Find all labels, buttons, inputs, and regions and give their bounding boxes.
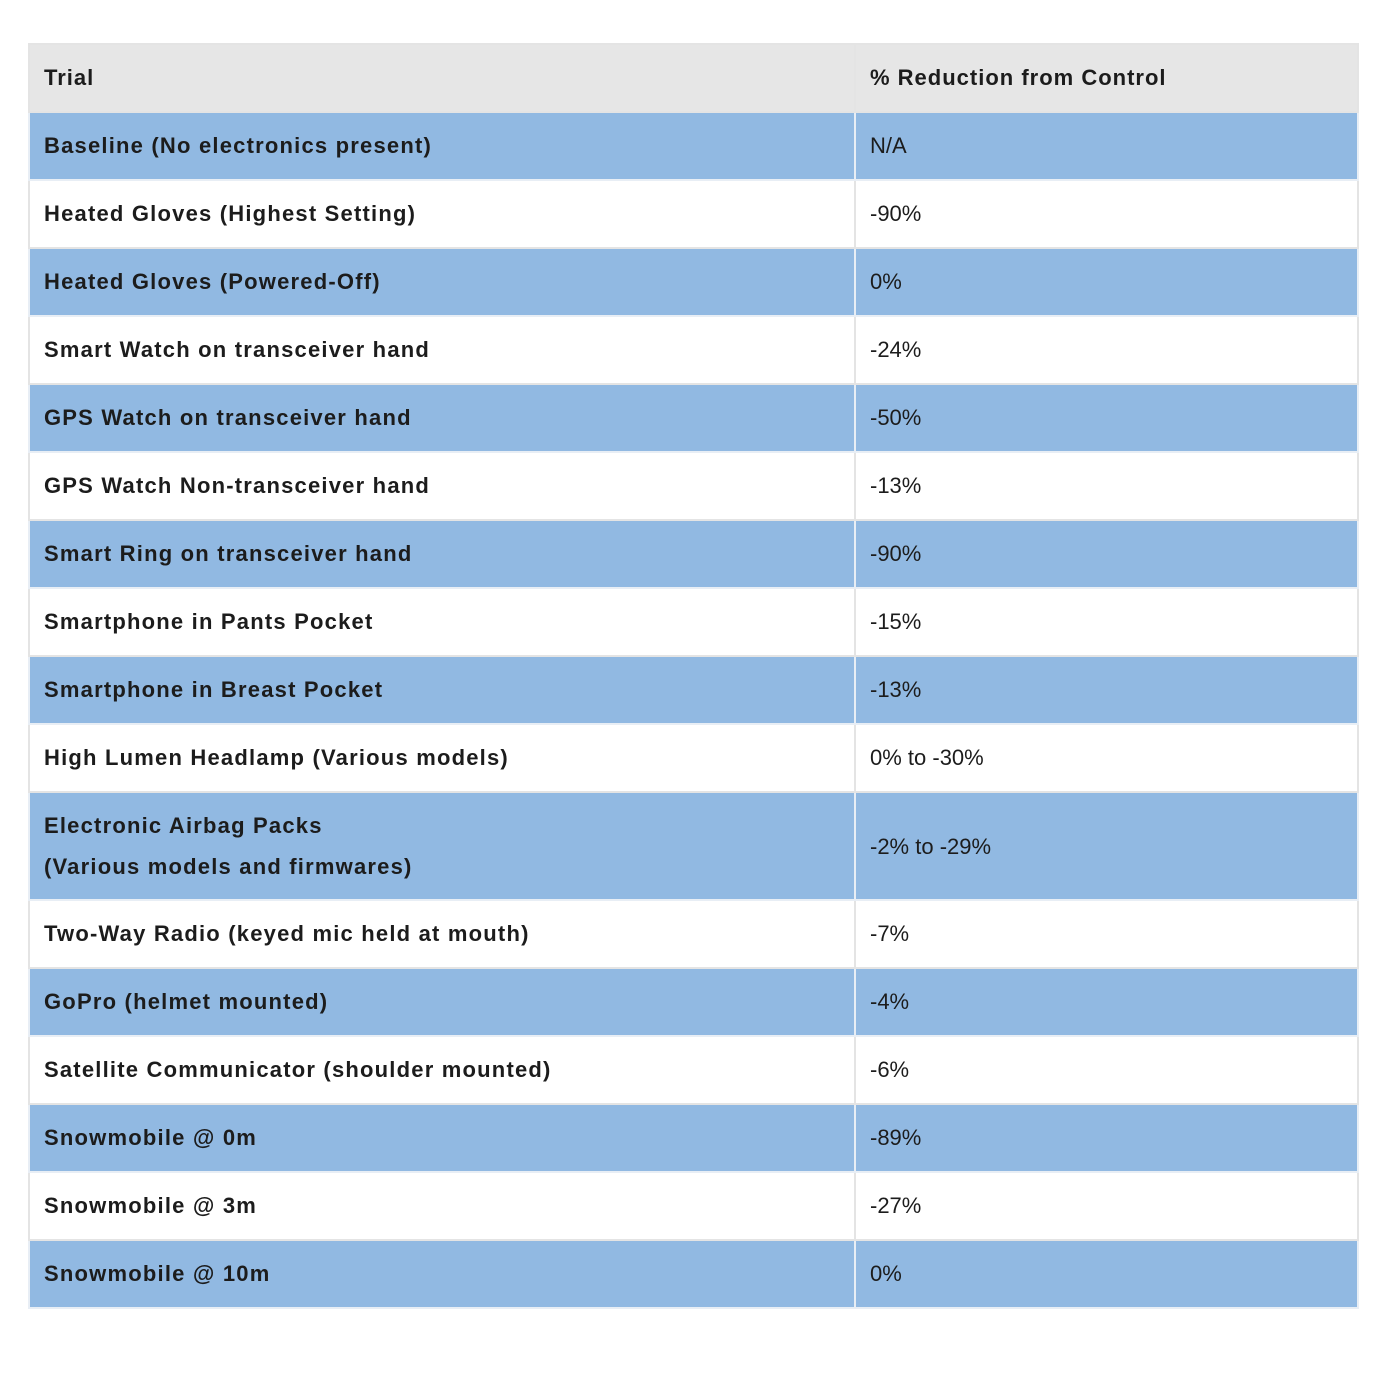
table-row	[29, 452, 1358, 520]
reduction-cell: -90%	[855, 180, 1358, 248]
trial-cell	[29, 1036, 855, 1104]
reduction-cell: 0%	[855, 1240, 1358, 1308]
trial-label: (Various models and firmwares)	[44, 854, 413, 879]
reduction-cell: -24%	[855, 316, 1358, 384]
header-trial: Trial	[29, 44, 855, 112]
reduction-cell: -50%	[855, 384, 1358, 452]
trial-label: GPS Watch Non-transceiver hand	[44, 473, 431, 498]
reduction-cell: -89%	[855, 1104, 1358, 1172]
trial-cell	[29, 248, 855, 316]
table-row	[29, 656, 1358, 724]
trial-cell	[29, 588, 855, 656]
table-row	[29, 248, 1358, 316]
reduction-cell: -7%	[855, 900, 1358, 968]
table-row	[29, 900, 1358, 968]
trial-cell	[29, 792, 855, 900]
table-row	[29, 968, 1358, 1036]
trial-label: Two-Way Radio (keyed mic held at mouth)	[44, 921, 530, 946]
table-row	[29, 1104, 1358, 1172]
table-row	[29, 724, 1358, 792]
trial-label: Snowmobile @ 3m	[44, 1193, 258, 1218]
table-row	[29, 1172, 1358, 1240]
reduction-cell: -4%	[855, 968, 1358, 1036]
trial-label: Baseline (No electronics present)	[44, 133, 433, 158]
trial-cell	[29, 900, 855, 968]
reduction-cell: -13%	[855, 452, 1358, 520]
trial-label: Satellite Communicator (shoulder mounted)	[44, 1057, 552, 1082]
trial-cell	[29, 968, 855, 1036]
trial-cell	[29, 452, 855, 520]
trial-cell	[29, 1240, 855, 1308]
reduction-cell: -2% to -29%	[855, 792, 1358, 900]
trial-label: Smart Ring on transceiver hand	[44, 541, 413, 566]
trial-label: Electronic Airbag Packs	[44, 813, 323, 838]
reduction-cell: N/A	[855, 112, 1358, 180]
reduction-cell: -27%	[855, 1172, 1358, 1240]
table-row	[29, 1036, 1358, 1104]
table-row	[29, 520, 1358, 588]
trial-cell	[29, 384, 855, 452]
trial-cell	[29, 724, 855, 792]
trial-label: Smart Watch on transceiver hand	[44, 337, 431, 362]
table-row	[29, 316, 1358, 384]
trial-label: High Lumen Headlamp (Various models)	[44, 745, 509, 770]
reduction-cell: -6%	[855, 1036, 1358, 1104]
trial-label: Snowmobile @ 10m	[44, 1261, 271, 1286]
trial-label: GPS Watch on transceiver hand	[44, 405, 412, 430]
trial-label: Snowmobile @ 0m	[44, 1125, 258, 1150]
header-reduction: % Reduction from Control	[855, 44, 1358, 112]
trial-cell	[29, 1104, 855, 1172]
reduction-cell: 0%	[855, 248, 1358, 316]
trial-label: Heated Gloves (Highest Setting)	[44, 201, 417, 226]
table-row	[29, 112, 1358, 180]
table-row	[29, 180, 1358, 248]
table-row	[29, 588, 1358, 656]
trial-label: GoPro (helmet mounted)	[44, 989, 329, 1014]
reduction-cell: -90%	[855, 520, 1358, 588]
table-row	[29, 1240, 1358, 1308]
trial-cell	[29, 520, 855, 588]
trial-cell	[29, 316, 855, 384]
interference-table	[28, 43, 1359, 1309]
reduction-cell: -15%	[855, 588, 1358, 656]
reduction-cell: 0% to -30%	[855, 724, 1358, 792]
trial-cell	[29, 1172, 855, 1240]
trial-label: Heated Gloves (Powered-Off)	[44, 269, 381, 294]
table-row	[29, 384, 1358, 452]
trial-label: Smartphone in Breast Pocket	[44, 677, 384, 702]
header-row	[29, 44, 1358, 112]
reduction-cell: -13%	[855, 656, 1358, 724]
trial-cell	[29, 112, 855, 180]
trial-cell	[29, 656, 855, 724]
trial-label: Smartphone in Pants Pocket	[44, 609, 374, 634]
table-row	[29, 792, 1358, 900]
trial-cell	[29, 180, 855, 248]
